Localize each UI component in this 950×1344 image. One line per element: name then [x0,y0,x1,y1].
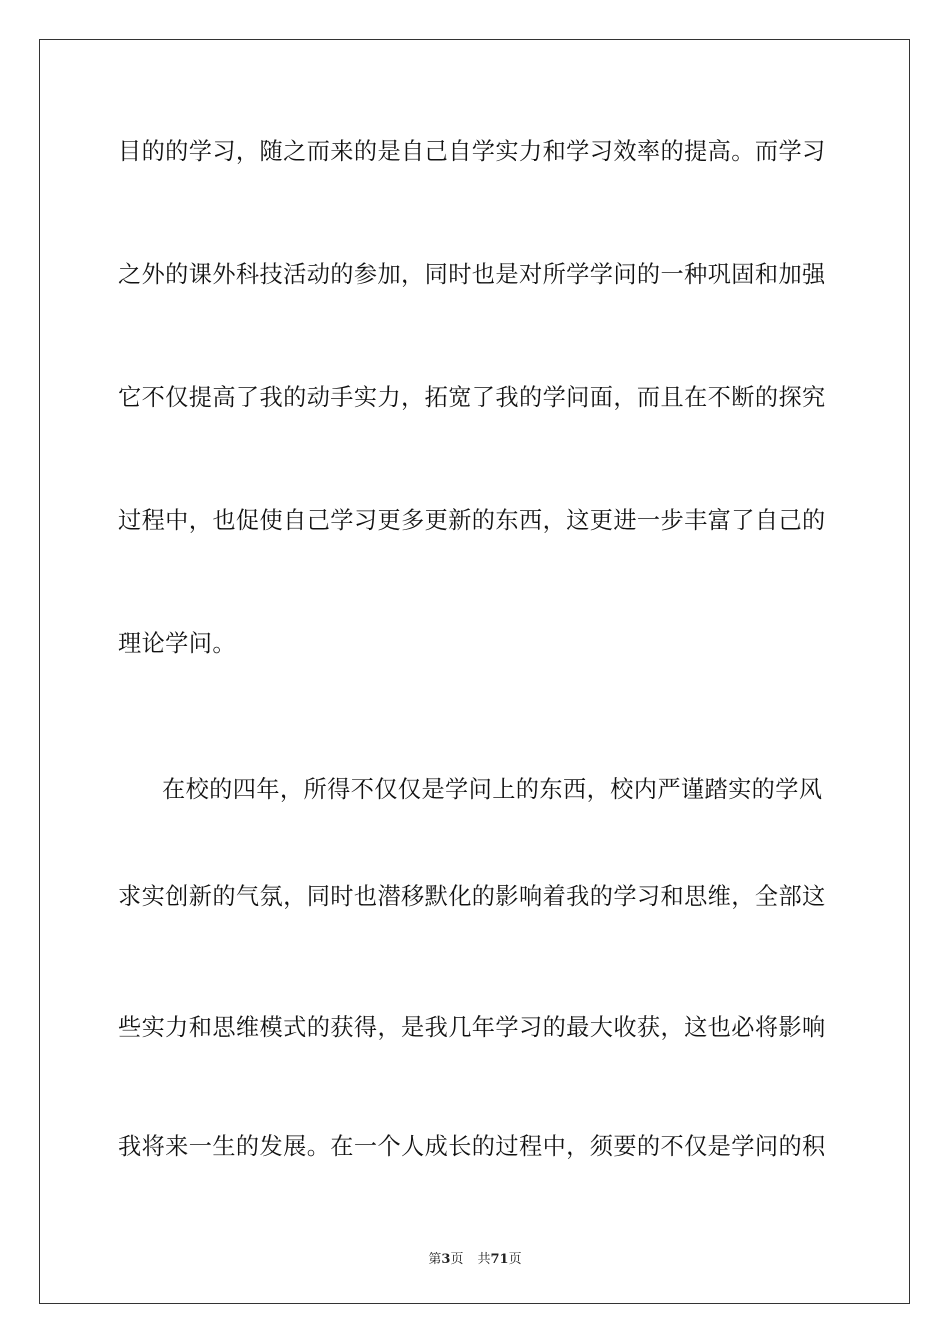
body-text-line: 过程中，也促使自己学习更多更新的东西，这更进一步丰富了自己的 [118,507,826,534]
body-text-line: 求实创新的气氛，同时也潜移默化的影响着我的学习和思维，全部这 [118,883,826,910]
body-text-line: 些实力和思维模式的获得，是我几年学习的最大收获，这也必将影响 [118,1014,826,1041]
body-text-line: 理论学问。 [118,630,236,657]
total-pages: 71 [490,1252,509,1267]
total-prefix: 共 [477,1252,491,1267]
paragraph-first-line: 在校的四年，所得不仅仅是学问上的东西，校内严谨踏实的学风 [162,776,823,803]
total-suffix: 页 [508,1252,522,1267]
body-text-line: 之外的课外科技活动的参加，同时也是对所学学问的一种巩固和加强 [118,261,826,288]
page-prefix: 第 [428,1252,442,1267]
page-footer [0,1248,950,1267]
page-border [39,39,910,1304]
body-text-line: 我将来一生的发展。在一个人成长的过程中，须要的不仅是学问的积 [118,1133,826,1160]
body-text-line: 目的的学习，随之而来的是自己自学实力和学习效率的提高。而学习 [118,138,826,165]
page-number: 3 [441,1252,451,1267]
body-text-line: 它不仅提高了我的动手实力，拓宽了我的学问面，而且在不断的探究 [118,384,826,411]
page-suffix: 页 [450,1252,464,1267]
